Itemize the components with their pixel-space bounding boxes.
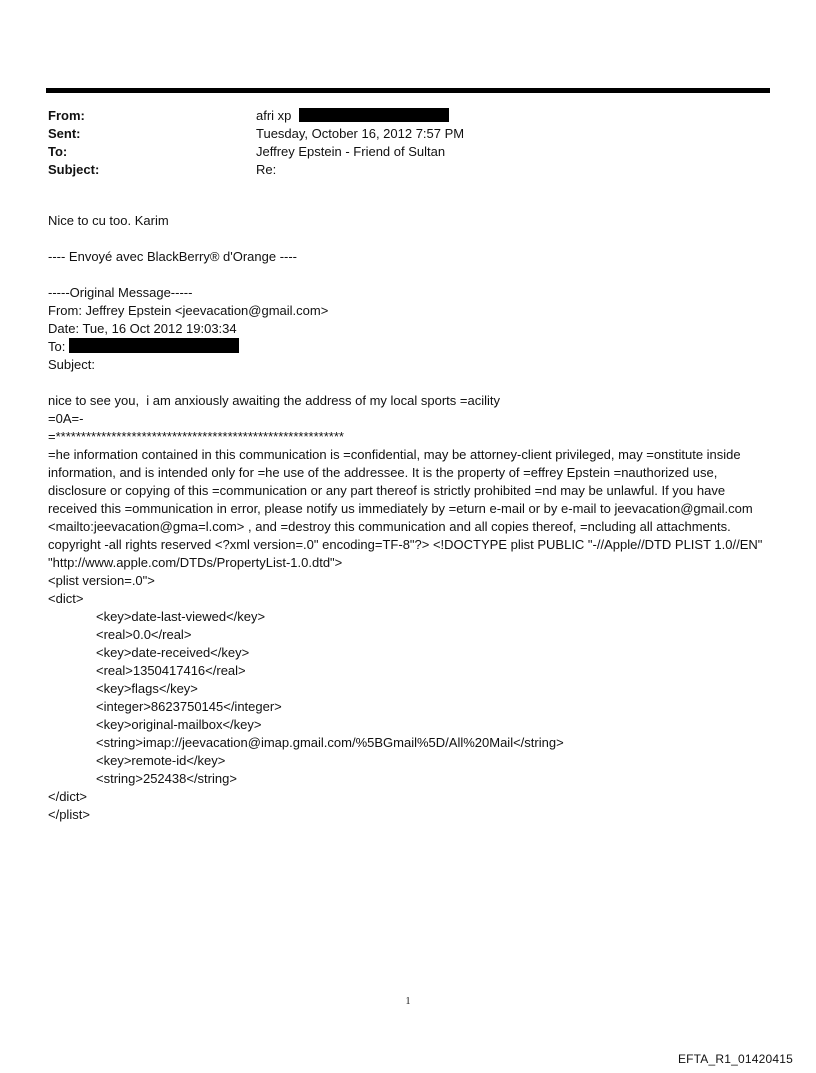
plist-line: <real>1350417416</real> — [96, 663, 246, 678]
plist-line: <key>flags</key> — [96, 681, 198, 696]
subject-value: Re: — [256, 162, 277, 177]
plist-close: </plist> — [48, 807, 90, 822]
to-value: Jeffrey Epstein - Friend of Sultan — [256, 144, 446, 159]
plist-line: <string>252438</string> — [96, 771, 237, 786]
redaction-box — [69, 338, 239, 353]
plist-line: <key>original-mailbox</key> — [96, 717, 262, 732]
plist-line: <key>date-last-viewed</key> — [96, 609, 266, 624]
to-label: To: — [48, 144, 68, 159]
from-label: From: — [48, 108, 85, 123]
original-subject: Subject: — [48, 357, 95, 372]
original-from: From: Jeffrey Epstein <jeevacation@gmail.com> — [48, 303, 329, 318]
page-number: 1 — [405, 996, 411, 1007]
message-text: nice to see you, i am anxiously awaiting the address of my local sports =acility — [48, 393, 500, 408]
dict-open: <dict> — [48, 591, 84, 606]
encoded-line: =0A=- — [48, 411, 84, 426]
top-rule — [46, 88, 770, 93]
plist-line: <string>imap://jeevacation@imap.gmail.com/%5BGmail%5D/All%20Mail</string> — [96, 735, 564, 750]
redaction-box — [299, 108, 449, 122]
sent-label: Sent: — [48, 126, 81, 141]
reply-text: Nice to cu too. Karim — [48, 213, 169, 228]
plist-line: <key>date-received</key> — [96, 645, 250, 660]
from-value: afri xp — [256, 107, 449, 125]
document-id-footer: EFTA_R1_01420415 — [677, 1052, 793, 1066]
subject-label: Subject: — [48, 162, 100, 177]
dict-close: </dict> — [48, 789, 88, 804]
plist-line: <real>0.0</real> — [96, 627, 192, 642]
plist-open: <plist version=.0"> — [48, 573, 155, 588]
original-message-marker: -----Original Message----- — [48, 285, 193, 300]
sent-value: Tuesday, October 16, 2012 7:57 PM — [256, 126, 465, 141]
plist-line: <integer>8623750145</integer> — [96, 699, 282, 714]
original-date: Date: Tue, 16 Oct 2012 19:03:34 — [48, 321, 237, 336]
disclaimer-paragraph: =he information contained in this communication is =confidential, may be attorney-client privileged, may =onstitute inside information, and is intended only for =he use of the addressee. It is the property of =effrey Epstein =nauthorized use, disclosure or copying of this =communication or any part thereof is strictly prohibited =nd may be unlawful. If you have received this =ommunication in error, please notify us immediately by =eturn e-mail or by e-mail to jeevacation@gmail.com <mailto:jeevacation@gma=l.com> , and =destroy this communication and all copies thereof, =ncluding all attachments. copyright -all rights reserved <?xml version=.0" encoding=TF-8"?> <!DOCTYPE plist PUBLIC "-//Apple//DTD PLIST 1.0//EN" "http://www.apple.com/DTDs/PropertyList-1.0.dtd"> — [48, 447, 763, 570]
blackberry-signature: ---- Envoyé avec BlackBerry® d'Orange ---- — [48, 249, 298, 264]
email-body — [48, 212, 772, 824]
star-separator: =********************************************************* — [48, 429, 344, 444]
original-to: To: — [48, 338, 772, 356]
plist-line: <key>remote-id</key> — [96, 753, 226, 768]
